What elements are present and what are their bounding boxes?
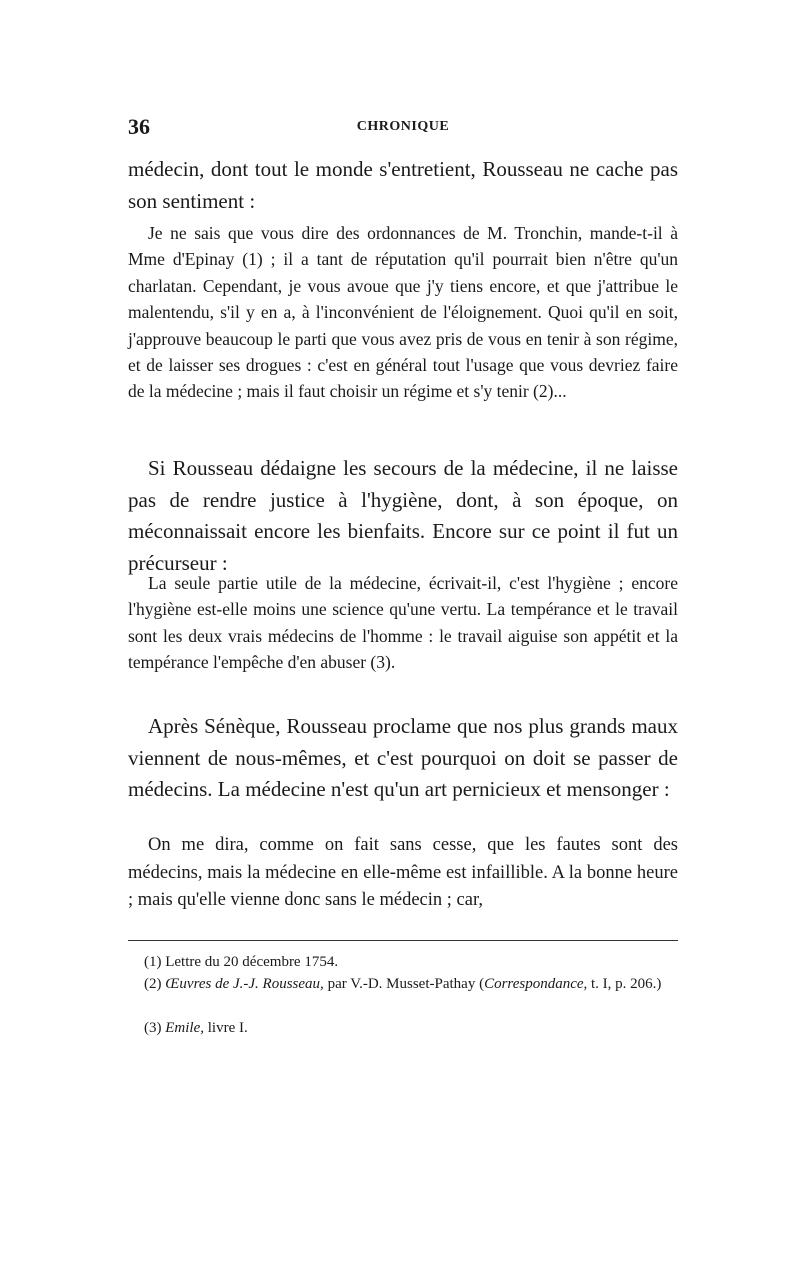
quote-2: La seule partie utile de la médecine, écrivait-il, c'est l'hygiène ; encore l'hygiène est-elle moins une science qu'une vertu. La tempérance et le travail sont les deux vrais médecins de l'homme : le travail aiguise son appétit et la tempérance l'empêche d'en abuser (3).	[128, 573, 678, 673]
running-head: CHRONIQUE	[356, 119, 450, 134]
page-number: 36	[128, 114, 150, 139]
footnote-2-work: Correspondance	[484, 976, 584, 992]
footnote-rule	[128, 940, 678, 941]
footnote-3-title: Emile,	[165, 1020, 204, 1036]
footnote-2-ref: , t. I, p. 206.)	[583, 976, 662, 992]
footnote-2-title: Œuvres de J.-J. Rousseau,	[165, 976, 324, 992]
footnote-3-ref: livre I.	[204, 1020, 248, 1036]
footnote-3	[128, 1018, 694, 1038]
quote-1: Je ne sais que vous dire des ordonnances de M. Tronchin, mande-t-il à Mme d'Epinay (1) ; il a tant de réputation qu'il pourrait bien n'être qu'un charlatan. Cependant, je vous avoue que j'y tiens encore, et que j'attribue le malentendu, s'il y en a, à l'inconvénient de l'éloignement. Quoi qu'il en soit, j'approuve beaucoup le parti que vous avez pris de vous en tenir à son régime, et de laisser ses drogues : c'est en général tout l'usage que vous devriez faire de la médecine ; mais il faut choisir un régime et s'y tenir (2)...	[128, 223, 678, 402]
footnote-3-number: (3)	[144, 1020, 166, 1036]
footnote-1: (1) Lettre du 20 décembre 1754.	[144, 954, 339, 970]
paragraph-3: Après Sénèque, Rousseau proclame que nos plus grands maux viennent de nous-mêmes, et c'est pourquoi on doit se passer de médecins. La médecine n'est qu'un art pernicieux et mensonger :	[128, 714, 678, 801]
footnote-2	[128, 974, 694, 994]
footnote-2-number: (2)	[144, 976, 166, 992]
footnote-2-author: par V.-D. Musset-Pathay (	[323, 976, 485, 992]
paragraph-1: médecin, dont tout le monde s'entretient, Rousseau ne cache pas son sentiment :	[128, 157, 678, 213]
paragraph-2: Si Rousseau dédaigne les secours de la médecine, il ne laisse pas de rendre justice à l'hygiène, dont, à son époque, on méconnaissait encore les bienfaits. Encore sur ce point il fut un précurseur :	[128, 456, 678, 575]
quote-3: On me dira, comme on fait sans cesse, que les fautes sont des médecins, mais la médecine en elle-même est infaillible. A la bonne heure ; mais qu'elle vienne donc sans le médecin ; car,	[128, 835, 678, 910]
page-header	[128, 114, 678, 138]
